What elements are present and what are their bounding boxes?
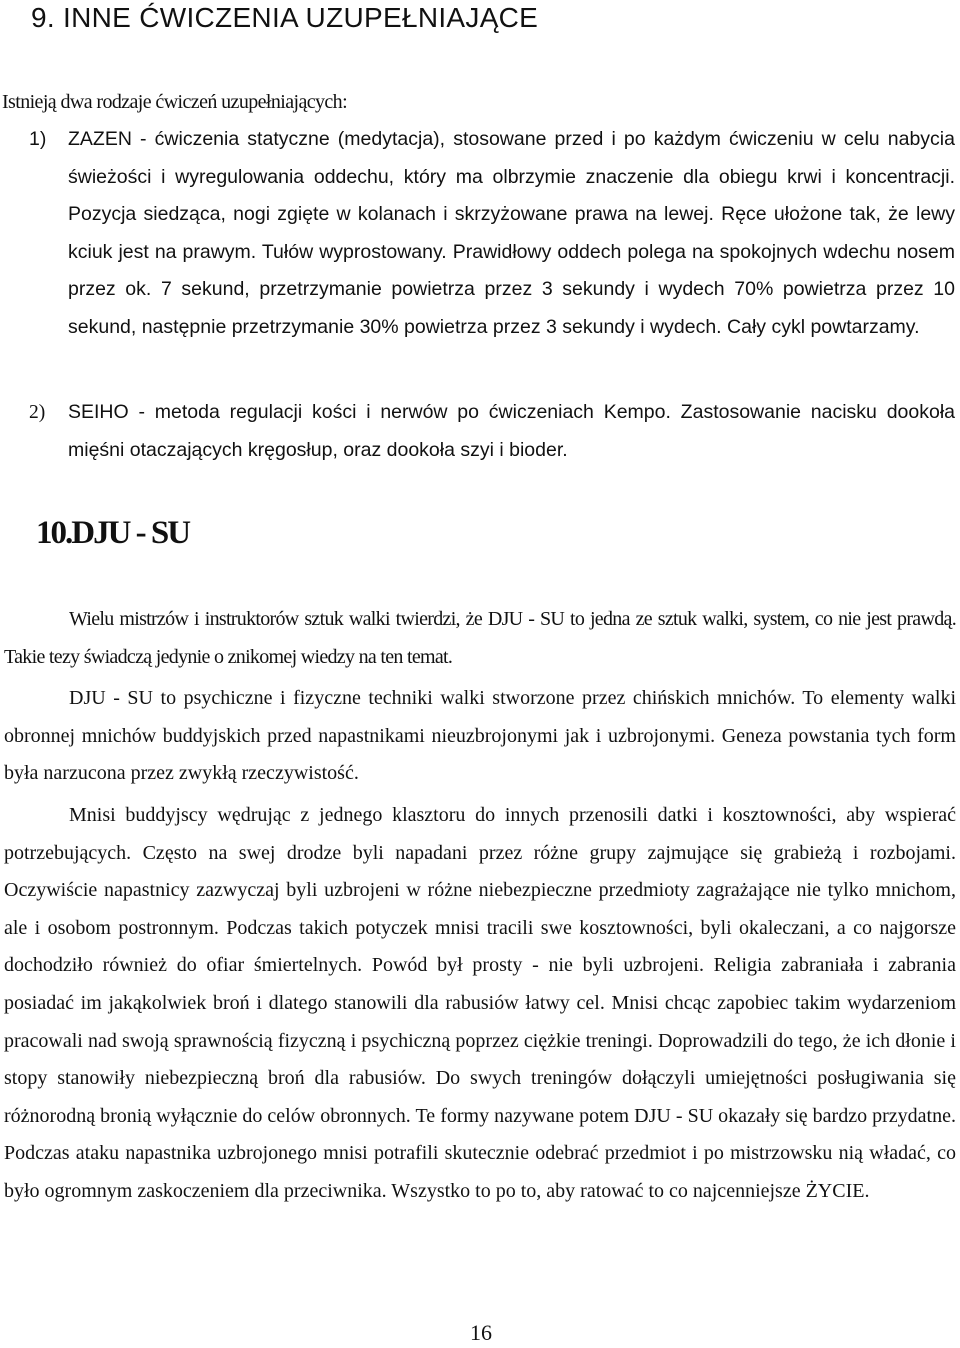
list-item-text: SEIHO - metoda regulacji kości i nerwów po ćwiczeniach Kempo. Zastosowanie nacisku dookoła mięśni otaczających kręgosłup, oraz dookoła szyi i bioder.: [68, 401, 955, 461]
intro-text: Istnieją dwa rodzaje ćwiczeń uzupełniających:: [2, 91, 348, 113]
list-item-text: ZAZEN - ćwiczenia statyczne (medytacja), stosowane przed i po każdym ćwiczeniu w celu nabycia świeżości i wyregulowania oddechu, który ma olbrzymie znaczenie dla obiegu krwi i koncentracji. Pozycja siedząca, nogi zgięte w kolanach i skrzyżowane prawa na lewej. Ręce ułożone tak, że lewy kciuk jest na prawym. Tułów wyprostowany. Prawidłowy oddech polega na spokojnych wdechu nosem przez ok. 7 sekund, przetrzymanie powietrza przez 3 sekundy i wydech 70% powietrza przez 10 sekund, następnie przetrzymanie 30% powietrza przez 3 sekundy i wydech. Cały cykl powtarzamy.: [68, 128, 955, 338]
section-heading-10: 10.DJU - SU: [36, 515, 190, 551]
list-item-seiho: [29, 394, 955, 469]
paragraph: DJU - SU to psychiczne i fizyczne techniki walki stworzone przez chińskich mnichów. To elementy walki obronnej mnichów buddyjskich przed napastnikami nieuzbrojonymi jak i uzbrojonymi. Geneza powstania tych form była narzucona przez zwykłą rzeczywistość.: [4, 687, 956, 785]
list-item-zazen: [29, 121, 955, 347]
section-body: [4, 601, 956, 1211]
page-number: 16: [470, 1320, 492, 1345]
section-heading-9: 9. INNE ĆWICZENIA UZUPEŁNIAJĄCE: [31, 2, 539, 33]
list-item-number: 1): [29, 128, 47, 150]
paragraph: Mnisi buddyjscy wędrując z jednego klasztoru do innych przenosili datki i kosztowności, aby wspierać potrzebujących. Często na swej drodze byli napadani przez różne grupy zajmujące się grabieżą i rozbojami. Oczywiście napastnicy zazwyczaj byli uzbrojeni w różne niebezpieczne przedmioty zagrażające nie tylko mnichom, ale i osobom postronnym. Podczas takich potyczek mnisi tracili swe kosztowności, byli okaleczani, a co najgorsze dochodziło również do ofiar śmiertelnych. Powód był prosty - nie byli uzbrojeni. Religia zabraniała i zabrania posiadać im jakąkolwiek broń i dlatego stanowili dla rabusiów łatwy cel. Mnisi chcąc zapobiec takim wydarzeniom pracowali nad swoją sprawnością fizyczną i psychiczną poprzez ciężkie treningi. Doprowadzili do tego, że ich dłonie i stopy stanowiły niebezpieczną broń dla rabusiów. Do swych treningów dołączyli umiejętności posługiwania się różnorodną bronią wyłącznie do celów obronnych. Te formy nazywane potem DJU - SU okazały się bardzo przydatne. Podczas ataku napastnika uzbrojonego mnisi potrafili skutecznie odebrać przedmiot i po mistrzowsku nią władać, co było ogromnym zaskoczeniem dla przeciwnika. Wszystko to po to, aby ratować to co najcenniejsze ŻYCIE.: [4, 803, 956, 1202]
list-item-number: 2): [29, 402, 46, 423]
paragraph: Wielu mistrzów i instruktorów sztuk walki twierdzi, że DJU - SU to jedna ze sztuk walki, system, co nie jest prawdą. Takie tezy świadczą jedynie o znikomej wiedzy na ten temat.: [4, 608, 956, 668]
